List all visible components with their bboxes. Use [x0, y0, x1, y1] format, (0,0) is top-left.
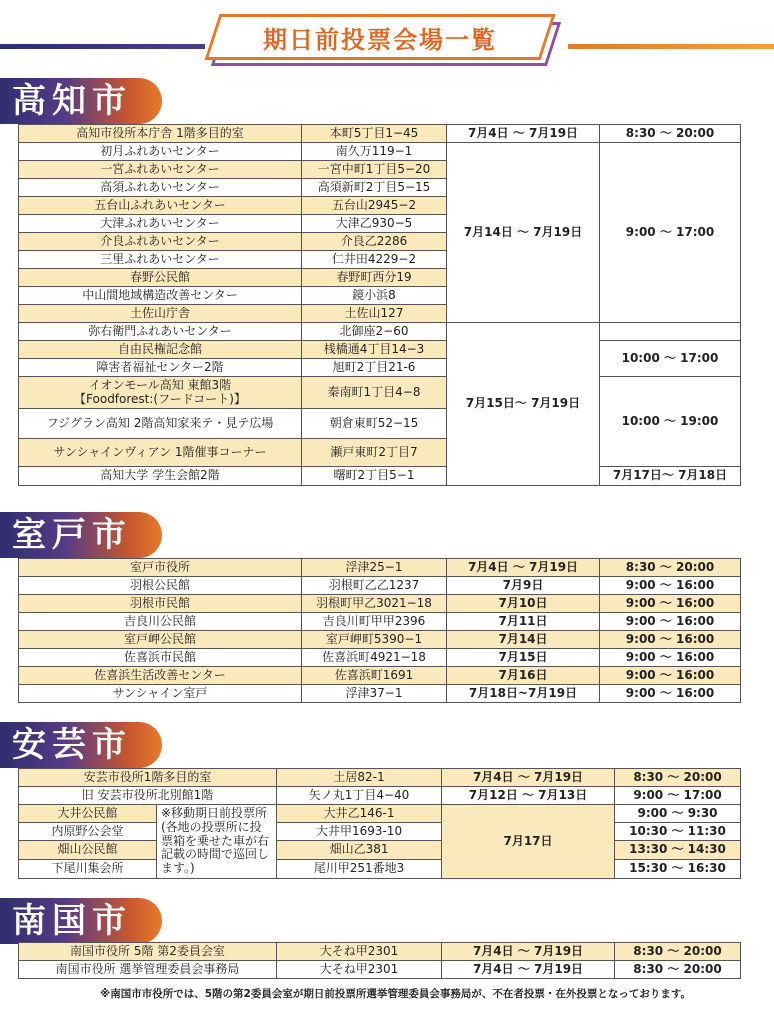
table-row: 弥右衛門ふれあいセンター 北御座2−60 7月15日～ 7月19日: [19, 323, 741, 341]
aki-table: [18, 768, 741, 879]
table-row: 室戸岬公民館 室戸岬町5390−1 7月14日 9:00 ～ 16:00: [19, 631, 741, 649]
header-line-right: [568, 44, 774, 49]
table-row: 安芸市役所1階多目的室 土居82-1 7月4日 ～ 7月19日 8:30 ～ 20:00: [19, 769, 741, 787]
table-row: 五台山ふれあいセンター 五台山2945−2: [19, 197, 741, 215]
table-row: 高須ふれあいセンター 高須新町2丁目5−15: [19, 179, 741, 197]
header-line-left: [0, 44, 205, 49]
city-banner-kochi: 高知市: [0, 78, 162, 124]
table-row: 初月ふれあいセンター 南久万119−1 7月14日 ～ 7月19日 9:00 ～ 17:00: [19, 143, 741, 161]
table-row: 一宮ふれあいセンター 一宮中町1丁目5−20: [19, 161, 741, 179]
table-row: 介良ふれあいセンター 介良乙2286: [19, 233, 741, 251]
table-row: 中山間地域構造改善センター 鏡小浜8: [19, 287, 741, 305]
table-row: 自由民権記念館 桟橋通4丁目14−3 10:00 ～ 17:00: [19, 341, 741, 359]
table-row: 羽根市民館 羽根町甲乙3021−18 7月10日 9:00 ～ 16:00: [19, 595, 741, 613]
table-row: 畑山公民館 畑山乙381 13:30 ～ 14:30: [19, 841, 741, 859]
table-row: 南国市役所 5階 第2委員会室 大そね甲2301 7月4日 ～ 7月19日 8:30 ～ 20:00: [19, 943, 741, 961]
nankoku-table: [18, 942, 741, 979]
table-row: 吉良川公民館 吉良川町甲甲2396 7月11日 9:00 ～ 16:00: [19, 613, 741, 631]
page-title: 期日前投票会場一覧: [263, 25, 497, 54]
table-row: 室戸市役所 浮津25−1 7月4日 ～ 7月19日 8:30 ～ 20:00: [19, 559, 741, 577]
kochi-table: [18, 124, 741, 486]
city-banner-muroto: 室戸市: [0, 512, 162, 558]
table-row: 羽根公民館 羽根町乙乙1237 7月9日 9:00 ～ 16:00: [19, 577, 741, 595]
footer-note: ※南国市市役所では、5階の第2委員会室が期日前投票所選挙管理委員会事務局が、不在者投票・在外投票となっております。: [100, 988, 691, 1000]
city-banner-aki: 安芸市: [0, 722, 162, 768]
table-row: 南国市役所 選挙管理委員会事務局 大そね甲2301 7月4日 ～ 7月19日 8:30 ～ 20:00: [19, 961, 741, 979]
table-row: サンシャイン室戸 浮津37−1 7月18日~7月19日 9:00 ～ 16:00: [19, 685, 741, 703]
table-row: 大津ふれあいセンター 大津乙930−5: [19, 215, 741, 233]
table-row: 下尾川集会所 尾川甲251番地3 15:30 ～ 16:30: [19, 859, 741, 878]
table-row: 三里ふれあいセンター 仁井田4229−2: [19, 251, 741, 269]
table-row: サンシャインヴィアン 1階催事コーナー 瀬戸東町2丁目7: [19, 439, 741, 467]
header-box: [212, 14, 560, 70]
table-row: 内原野公会堂 大井甲1693-10 10:30 ～ 11:30: [19, 823, 741, 841]
table-row: イオンモール高知 東館3階 【Foodforest:(フードコート)】 秦南町1丁目4−8 10:00 ～ 19:00: [19, 377, 741, 409]
table-row: 高知大学 学生会館2階 曙町2丁目5−1 7月17日～ 7月18日: [19, 467, 741, 486]
table-row: 旧 安芸市役所北別館1階 矢ノ丸1丁目4−40 7月12日 ～ 7月13日 9:00 ～ 17:00: [19, 787, 741, 805]
muroto-table: [18, 558, 741, 703]
table-row: 土佐山庁舎 土佐山127: [19, 305, 741, 323]
table-row: 佐喜浜生活改善センター 佐喜浜町1691 7月16日 9:00 ～ 16:00: [19, 667, 741, 685]
table-row: 高知市役所本庁舎 1階多目的室 本町5丁目1−45 7月4日 ～ 7月19日 8:30 ～ 20:00: [19, 125, 741, 143]
table-row: 大井公民館 ※移動期日前投票所(各地の投票所に投票箱を乗せた車が右記載の時間で巡回します。) 大井乙146-1 7月17日 9:00 ～ 9:30: [19, 805, 741, 823]
table-row: 佐喜浜市民館 佐喜浜町4921−18 7月15日 9:00 ～ 16:00: [19, 649, 741, 667]
table-row: 障害者福祉センター2階 旭町2丁目21-6: [19, 359, 741, 377]
table-row: フジグラン高知 2階高知家来テ・見テ広場 朝倉東町52−15: [19, 409, 741, 439]
table-row: 春野公民館 春野町西分19: [19, 269, 741, 287]
city-banner-nankoku: 南国市: [0, 898, 162, 944]
